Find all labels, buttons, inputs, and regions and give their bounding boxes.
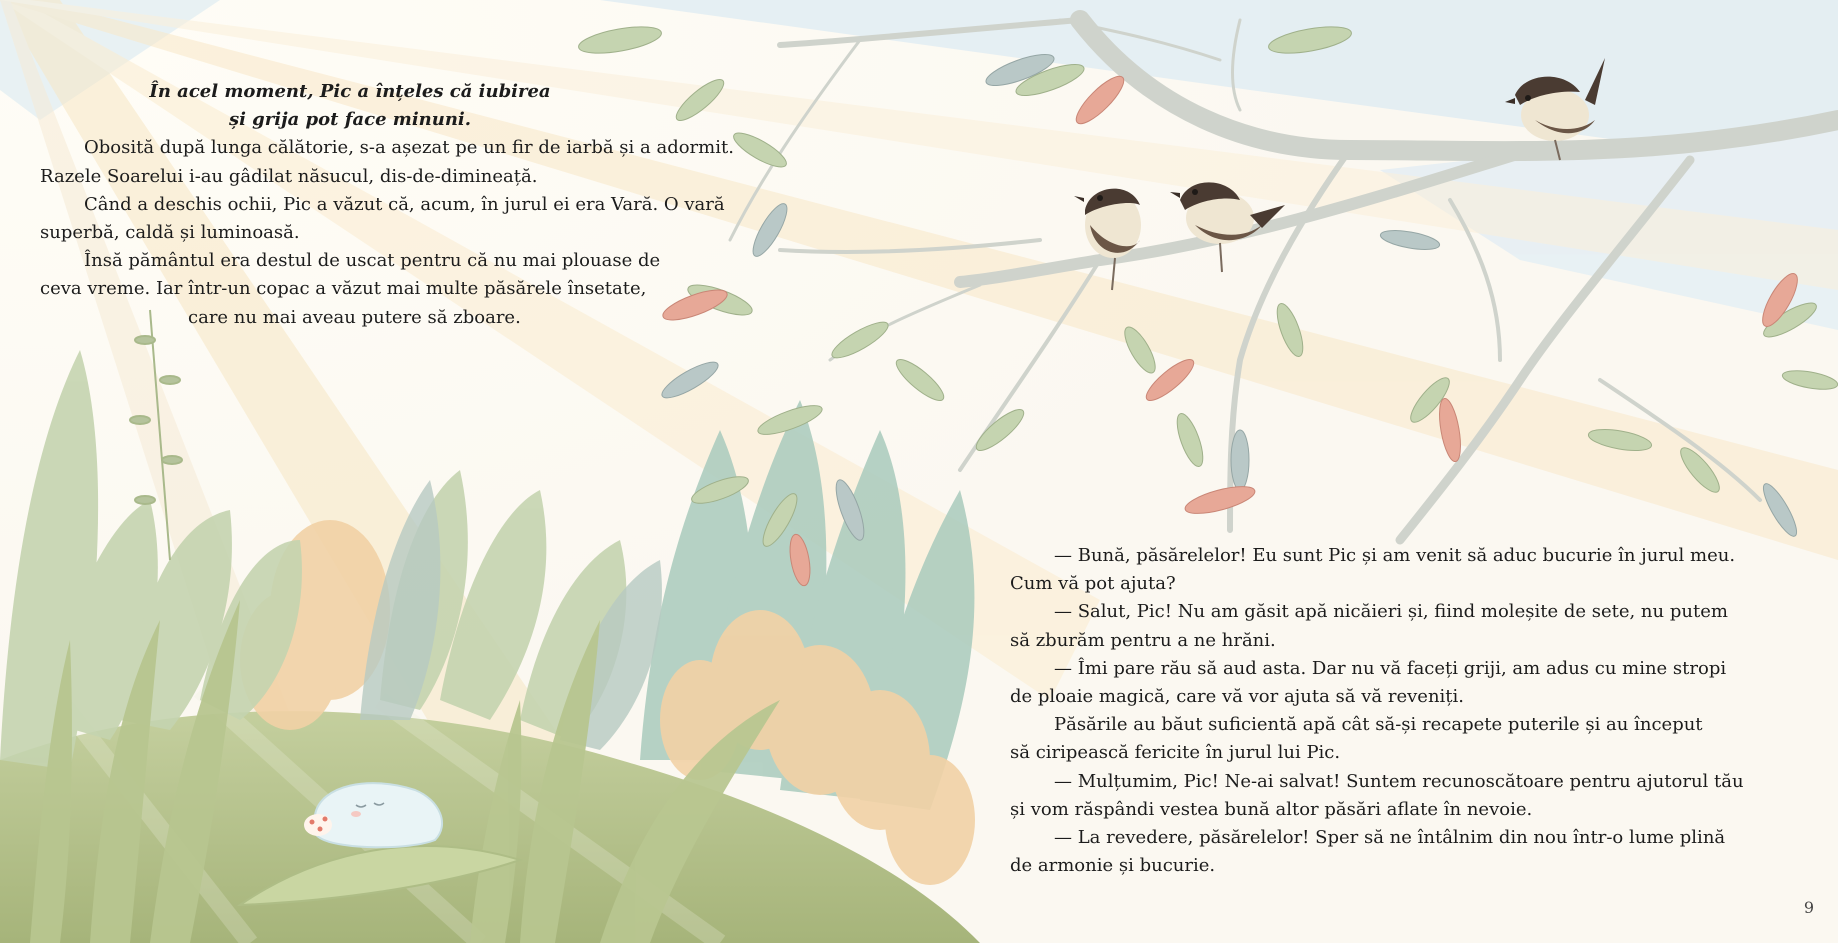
heading-line-2: și grija pot face minuni. <box>228 109 472 131</box>
dialogue-line: — Îmi pare rău să aud asta. Dar nu vă faceți griji, am adus cu mine stropi <box>1054 657 1727 679</box>
paragraph-line: Însă pământul era destul de uscat pentru că nu mai plouase de <box>84 250 661 272</box>
page-number: 9 <box>1803 898 1814 917</box>
paragraph-line: ceva vreme. Iar într-un copac a văzut mai multe păsărele însetate, <box>40 278 647 300</box>
right-page-text <box>1010 542 1800 880</box>
dialogue-line: Păsările au băut suficientă apă cât să-și recapete puterile și au început <box>1054 714 1703 736</box>
dialogue-line: să zburăm pentru a ne hrăni. <box>1010 629 1276 651</box>
dialogue-line: și vom răspândi vestea bună altor păsări aflate în nevoie. <box>1010 798 1533 820</box>
dialogue-line: — La revedere, păsărelelor! Sper să ne întâlnim din nou într-o lume plină <box>1054 827 1726 849</box>
dialogue-line: — Mulțumim, Pic! Ne-ai salvat! Suntem recunoscătoare pentru ajutorul tău <box>1054 770 1744 792</box>
paragraph-line: care nu mai aveau putere să zboare. <box>188 306 521 328</box>
dialogue-line: Cum vă pot ajuta? <box>1010 573 1176 595</box>
paragraph-line: superbă, caldă și luminoasă. <box>40 222 300 244</box>
dialogue-line: — Salut, Pic! Nu am găsit apă nicăieri și, fiind moleșite de sete, nu putem <box>1054 601 1728 623</box>
left-page-text <box>40 78 740 332</box>
heading-line-1: În acel moment, Pic a înțeles că iubirea <box>149 81 551 102</box>
dialogue-line: — Bună, păsărelelor! Eu sunt Pic și am venit să aduc bucurie în jurul meu. <box>1054 545 1736 566</box>
paragraph-line: Când a deschis ochii, Pic a văzut că, acum, în jurul ei era Vară. O vară <box>84 193 725 215</box>
dialogue-line: de ploaie magică, care vă vor ajuta să vă reveniți. <box>1010 686 1464 708</box>
dialogue-line: să ciripească fericite în jurul lui Pic. <box>1010 742 1341 764</box>
dialogue-line: de armonie și bucurie. <box>1010 855 1216 877</box>
paragraph-line: Obosită după lunga călătorie, s-a așezat pe un fir de iarbă și a adormit. <box>84 137 734 159</box>
paragraph-line: Razele Soarelui i-au gâdilat năsucul, dis-de-dimineață. <box>40 165 538 187</box>
